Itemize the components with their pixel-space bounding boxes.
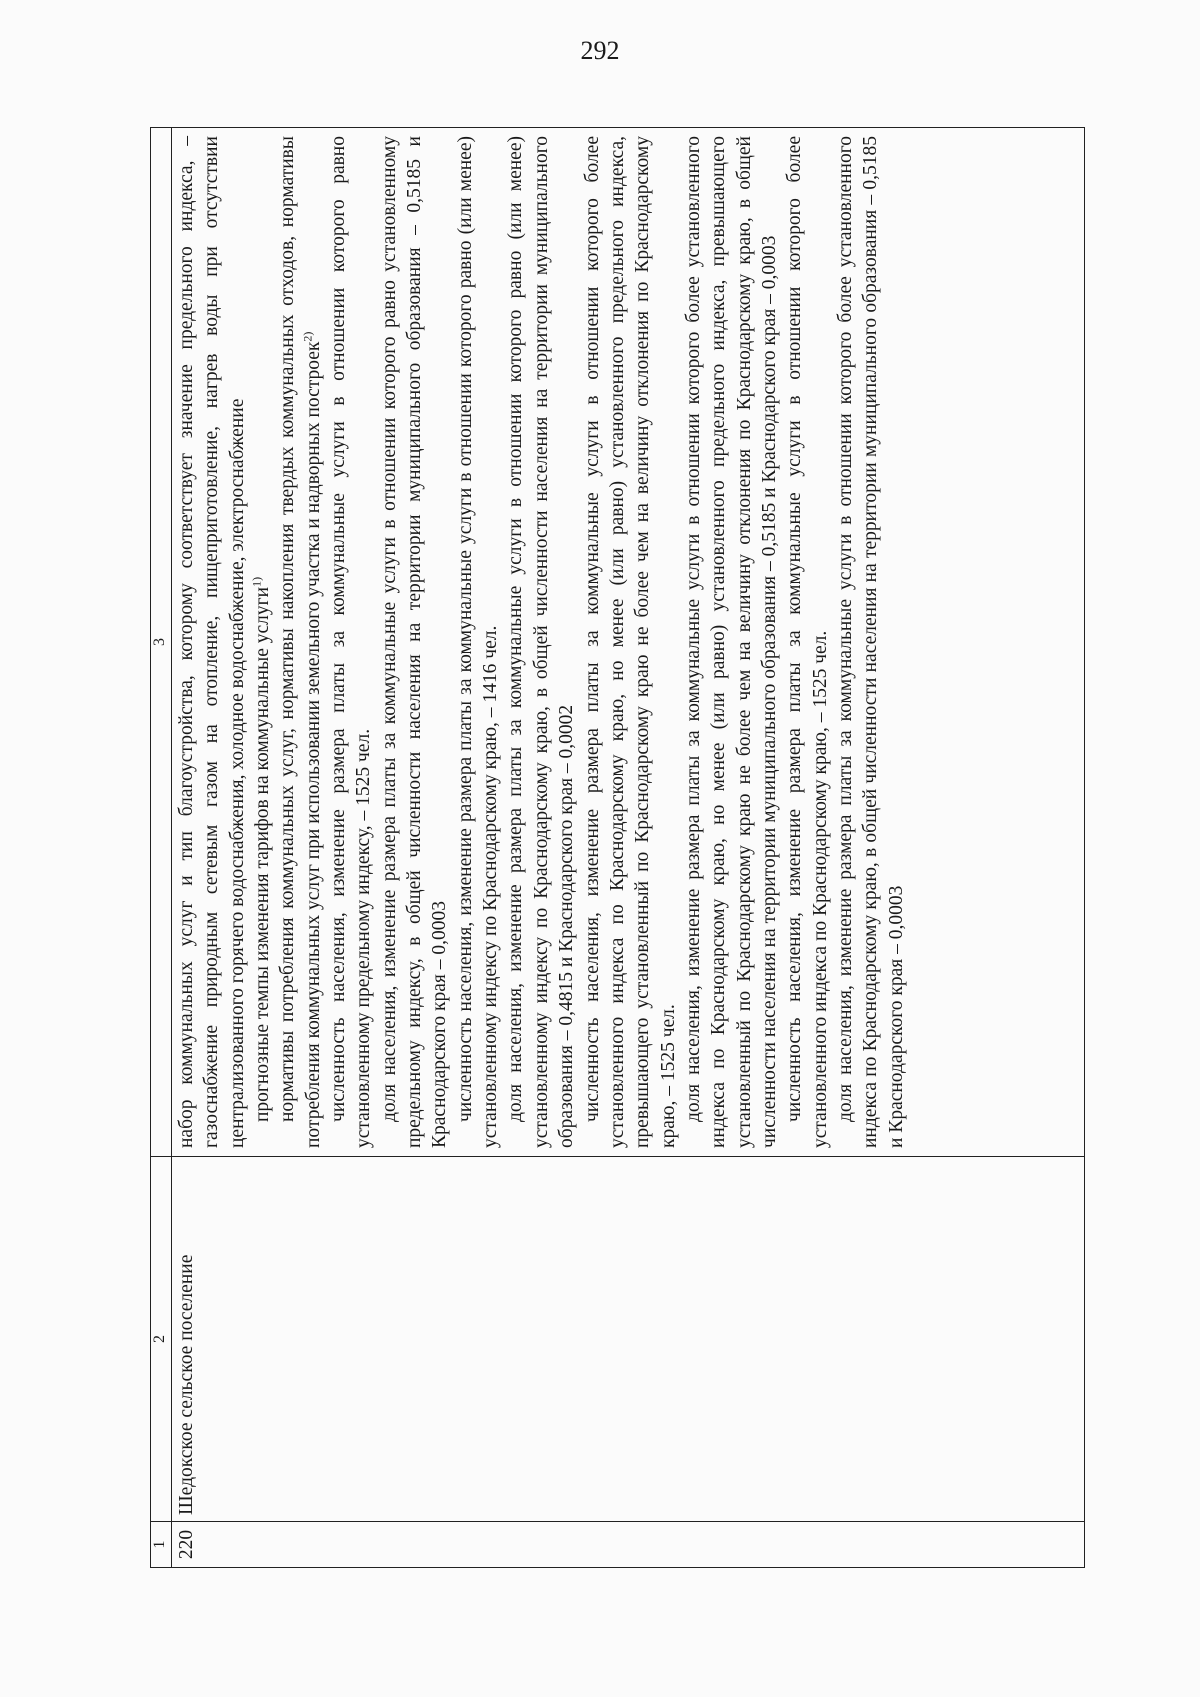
settlement-name-cell: Шедокское сельское поселение <box>172 1157 1085 1522</box>
paragraph-population-less: численность населения, изменение размера платы за коммунальные услуги в отношении которого равно (или менее) установленному индексу по Краснодарскому краю, – 1416 чел. <box>454 136 502 1148</box>
paragraph-population-equal: численность населения, изменение размера платы за коммунальные услуги в отношении которого равно установленному предельному индексу, – 1525 чел. <box>328 136 375 1148</box>
page-number: 292 <box>580 36 620 65</box>
column-header-1: 1 <box>151 1522 172 1568</box>
footnote-mark: 2) <box>300 331 315 342</box>
paragraph-norms <box>275 136 326 1148</box>
paragraph-text: прогнозные темпы изменения тарифов на коммунальные услуги <box>252 586 274 1122</box>
paragraph-service-set: набор коммунальных услуг и тип благоустройства, которому соответствует значение предельного индекса, – газоснабжение природным сетевым газом на отопление, пищеприготовление, нагрев воды при отсутствии централизованного горячего водоснабжения, холодное водоснабжение, электроснабжение <box>176 136 248 1148</box>
column-header-2: 2 <box>151 1157 172 1522</box>
paragraph-population-between: численность населения, изменение размера платы за коммунальные услуги в отношении которого более установленного индекса по Краснодарскому краю, но менее (или равно) установленного предельного индекса, превышающего установленный по Краснодарскому краю не более чем на величину отклонения по Краснодарскому краю, – 1525 чел. <box>581 136 679 1148</box>
paragraph-population-more: численность населения, изменение размера платы за коммунальные услуги в отношении которого более установленного индекса по Краснодарскому краю, – 1525 чел. <box>784 136 831 1148</box>
column-header-3: 3 <box>151 128 172 1157</box>
indicators-cell <box>172 128 1085 1157</box>
table-row <box>172 128 1085 1568</box>
paragraph-share-more: доля населения, изменение размера платы за коммунальные услуги в отношении которого более установленного индекса по Краснодарскому краю, в общей численности населения на территории муниципального образования – 0,5185 и Краснодарского края – 0,0003 <box>834 136 907 1148</box>
paragraph-tariff-rates <box>250 136 275 1148</box>
paragraph-share-equal: доля населения, изменение размера платы за коммунальные услуги в отношении которого равно установленному предельному индексу, в общей численности населения на территории муниципального образования – 0,5185 и Краснодарского края – 0,0003 <box>378 136 451 1148</box>
footnote-mark: 1) <box>249 576 264 587</box>
paragraph-text: нормативы потребления коммунальных услуг, нормативы накопления твердых коммунальных отходов, нормативы потребления коммунальных услуг при использовании земельного участка и надворных построек <box>277 136 324 1148</box>
paragraph-share-less: доля населения, изменение размера платы за коммунальные услуги в отношении которого равно (или менее) установленному индексу по Краснодарскому краю, в общей численности населения на территории муниципального образования – 0,4815 и Краснодарского края – 0,0002 <box>505 136 578 1148</box>
row-number-cell: 220 <box>172 1522 1085 1568</box>
paragraph-share-between: доля населения, изменение размера платы за коммунальные услуги в отношении которого более установленного индекса по Краснодарскому краю, но менее (или равно) установленного предельного индекса, превышающего установленный по Краснодарскому краю не более чем на величину отклонения по Краснодарскому краю, в общей численности населения на территории муниципального образования – 0,5185 и Краснодарского края – 0,0003 <box>682 136 780 1148</box>
data-table <box>150 127 1085 1568</box>
table-header-row <box>151 128 172 1568</box>
rotated-table-container <box>150 128 1085 1568</box>
